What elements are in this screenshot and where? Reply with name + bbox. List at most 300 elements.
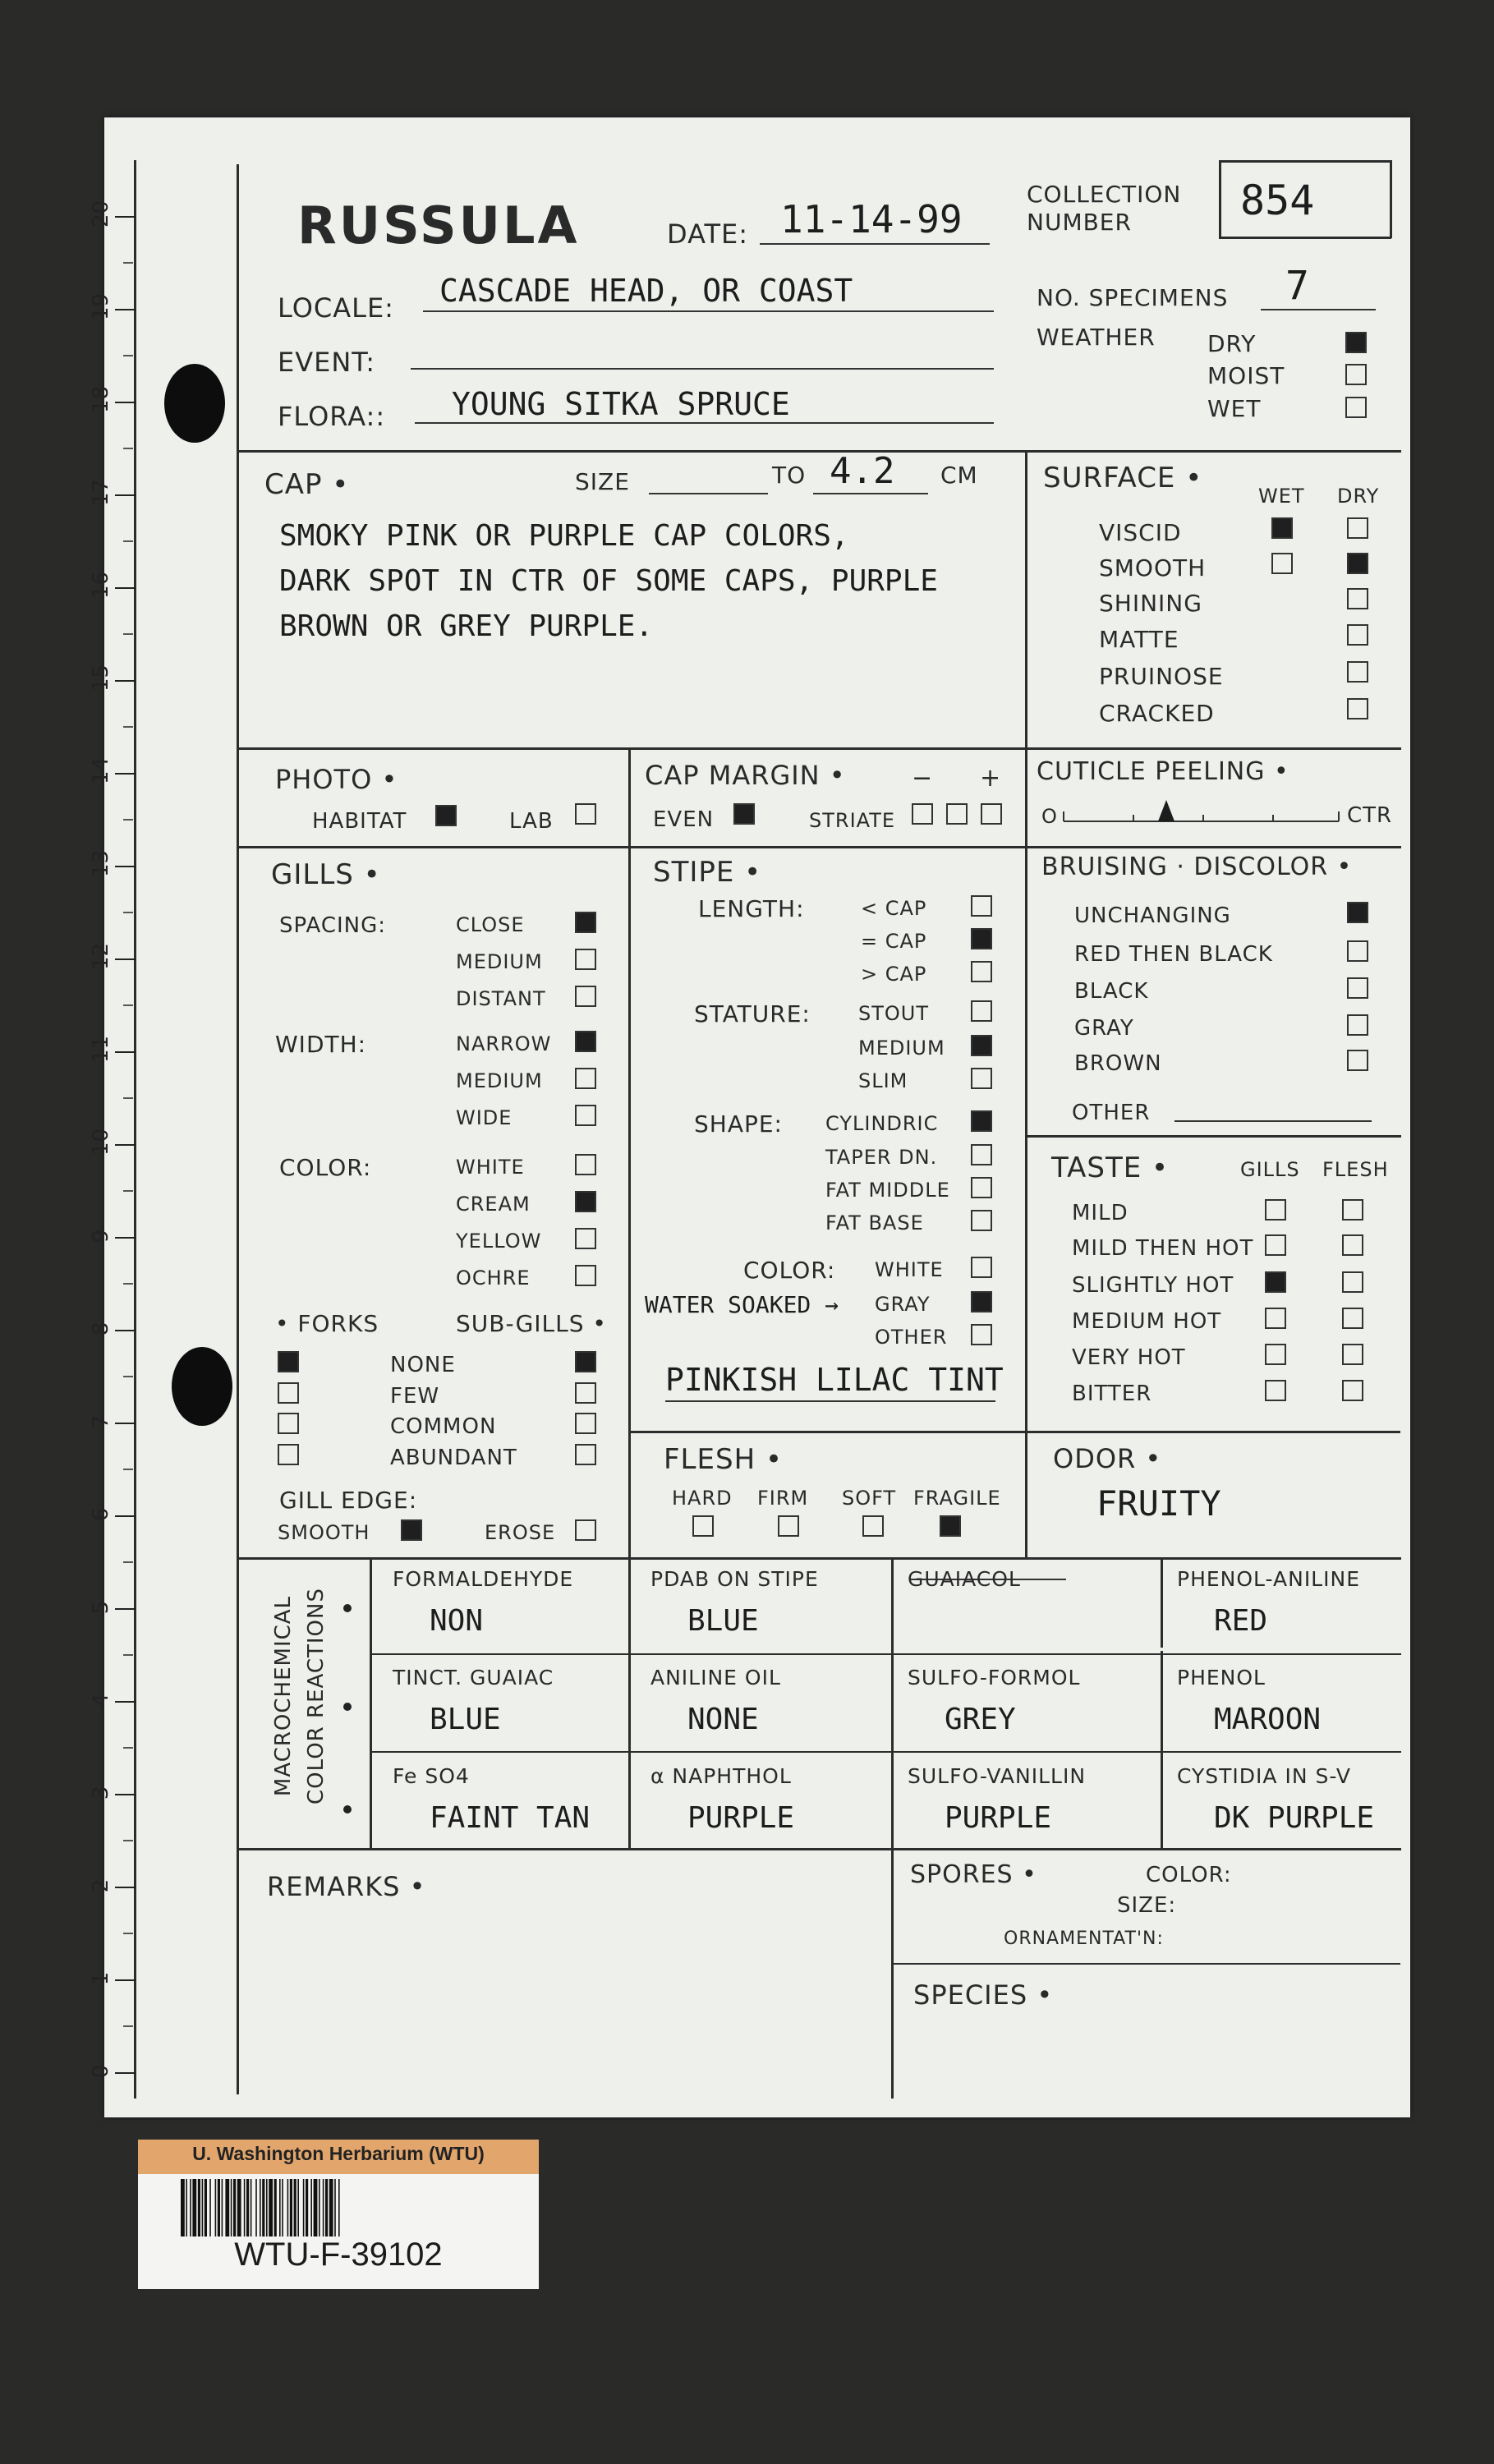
flora-value: YOUNG SITKA SPRUCE — [452, 386, 790, 422]
weather-wet-checkbox[interactable] — [1345, 397, 1367, 418]
barcode-bar — [222, 2179, 223, 2236]
stipe-label: STIPE • — [653, 856, 762, 889]
cap-note-line: BROWN OR GREY PURPLE. — [279, 609, 654, 643]
taste-flesh-checkbox[interactable] — [1342, 1308, 1363, 1329]
flesh-option: SOFT — [842, 1487, 897, 1510]
macro-reagent-label: CYSTIDIA IN S-V — [1177, 1764, 1352, 1788]
ruler-tick — [115, 773, 136, 775]
flesh-option: HARD — [672, 1487, 733, 1510]
taste-option: MILD THEN HOT — [1072, 1236, 1254, 1261]
odor-value: FRUITY — [1096, 1483, 1221, 1524]
ruler-number: 8 — [89, 1322, 113, 1336]
surface-wet-checkbox[interactable] — [1271, 517, 1293, 539]
macro-reaction-value: FAINT TAN — [430, 1801, 591, 1835]
gills-width-option: MEDIUM — [456, 1069, 543, 1092]
gill-edge-label: GILL EDGE: — [279, 1487, 418, 1514]
remarks-label: REMARKS • — [267, 1871, 426, 1902]
stipe-stature-checkbox[interactable] — [971, 1068, 992, 1089]
macro-reaction-value: GREY — [945, 1703, 1016, 1736]
surface-dry-checkbox[interactable] — [1347, 517, 1368, 539]
weather-dry-checkbox[interactable] — [1345, 332, 1367, 353]
stipe-shape-checkbox[interactable] — [971, 1177, 992, 1198]
stipe-color-option: GRAY — [875, 1293, 931, 1316]
bruising-option: GRAY — [1074, 1016, 1134, 1041]
stipe-color-checkbox[interactable] — [971, 1324, 992, 1345]
barcode-bar — [279, 2179, 281, 2236]
bruising-checkbox[interactable] — [1347, 1014, 1368, 1036]
barcode-bar — [310, 2179, 312, 2236]
taste-gills-checkbox[interactable] — [1265, 1199, 1286, 1221]
taste-flesh-checkbox[interactable] — [1342, 1271, 1363, 1293]
ruler-subtick — [123, 1283, 133, 1285]
gills-color-option: WHITE — [456, 1156, 525, 1179]
gills-color-checkbox[interactable] — [575, 1191, 596, 1212]
gill-edge-smooth-checkbox[interactable] — [401, 1519, 422, 1541]
barcode-bar — [202, 2179, 204, 2236]
bruising-other-label: OTHER — [1072, 1101, 1151, 1125]
macro-reaction-value: DK PURPLE — [1214, 1801, 1375, 1835]
ruler-tick — [115, 680, 136, 682]
date-value: 11-14-99 — [780, 197, 963, 241]
stipe-color-option: WHITE — [875, 1258, 944, 1281]
stipe-length-option: > CAP — [861, 963, 927, 986]
institution-name: U. Washington Herbarium (WTU) — [192, 2143, 485, 2164]
ruler-tick — [115, 1237, 136, 1239]
gills-color-label: COLOR: — [279, 1154, 372, 1181]
macro-reaction-value: NON — [430, 1604, 484, 1638]
ruler-number: 11 — [89, 1035, 113, 1063]
surface-row-label: CRACKED — [1099, 700, 1215, 727]
ruler-tick — [115, 216, 136, 218]
ruler-subtick — [123, 819, 133, 821]
flesh-checkbox[interactable] — [862, 1515, 884, 1537]
ruler-number: 18 — [89, 385, 113, 413]
gills-label: GILLS • — [271, 858, 381, 891]
event-label: EVENT: — [278, 347, 376, 378]
header-divider — [237, 450, 1401, 453]
stipe-shape-option: CYLINDRIC — [825, 1112, 939, 1135]
ruler-tick — [115, 2072, 136, 2074]
ruler-number: 13 — [89, 849, 113, 877]
barcode-bar — [233, 2179, 236, 2236]
collection-label: COLLECTION NUMBER — [1027, 181, 1182, 236]
ruler-number: 1 — [89, 1971, 113, 1986]
flesh-option: FIRM — [757, 1487, 809, 1510]
stipe-color-checkbox[interactable] — [971, 1291, 992, 1312]
barcode-bar — [205, 2179, 207, 2236]
bruising-option: BLACK — [1074, 979, 1149, 1004]
punch-hole-bottom — [172, 1347, 232, 1426]
ruler-number: 12 — [89, 942, 113, 970]
stipe-shape-option: FAT MIDDLE — [825, 1179, 950, 1202]
ruler-number: 16 — [89, 571, 113, 599]
ruler-tick — [115, 1330, 136, 1331]
herbarium-label — [138, 2140, 539, 2289]
ruler-subtick — [123, 1004, 133, 1006]
ruler-tick — [115, 309, 136, 310]
species-label: SPECIES • — [913, 1979, 1054, 2011]
gills-width-option: NARROW — [456, 1032, 552, 1055]
spores-color-label: COLOR: — [1146, 1863, 1232, 1887]
macro-reagent-label: PHENOL-ANILINE — [1177, 1567, 1360, 1591]
stipe-shape-checkbox[interactable] — [971, 1110, 992, 1132]
forks-checkbox[interactable] — [278, 1444, 299, 1465]
macro-reagent-label: GUAIACOL — [908, 1567, 1021, 1591]
photo-habitat-label: HABITAT — [312, 809, 407, 834]
ruler-tick — [115, 494, 136, 496]
taste-gills-checkbox[interactable] — [1265, 1380, 1286, 1401]
photo-lab-checkbox[interactable] — [575, 803, 596, 825]
spores-size-label: SIZE: — [1117, 1893, 1177, 1918]
surface-row-label: SMOOTH — [1099, 554, 1207, 582]
barcode-bar — [274, 2179, 277, 2236]
ruler-tick — [115, 958, 136, 960]
surface-wet-label: WET — [1258, 485, 1305, 508]
ruler-number: 0 — [89, 2064, 113, 2079]
stipe-shape-option: TAPER DN. — [825, 1146, 938, 1169]
cap-size-label: SIZE — [575, 468, 630, 495]
ruler-subtick — [123, 448, 133, 449]
ruler-number: 17 — [89, 478, 113, 506]
subgills-checkbox[interactable] — [575, 1413, 596, 1434]
ruler-tick — [115, 1701, 136, 1703]
ruler-tick — [115, 1608, 136, 1610]
ruler-subtick — [123, 1747, 133, 1749]
form-left-border — [237, 164, 239, 2094]
gills-width-checkbox[interactable] — [575, 1068, 596, 1089]
ruler-subtick — [123, 1561, 133, 1563]
cap-size-to: 4.2 — [830, 450, 895, 492]
taste-flesh-checkbox[interactable] — [1342, 1344, 1363, 1365]
gills-width-checkbox[interactable] — [575, 1031, 596, 1052]
gills-spacing-checkbox[interactable] — [575, 912, 596, 933]
ruler-tick — [115, 866, 136, 867]
stipe-shape-checkbox[interactable] — [971, 1144, 992, 1165]
ruler-tick — [115, 402, 136, 403]
ruler-tick — [115, 587, 136, 589]
ruler-tick — [115, 1423, 136, 1424]
barcode-bar — [287, 2179, 289, 2236]
macro-reagent-label: α NAPHTHOL — [650, 1764, 792, 1788]
gills-spacing-checkbox[interactable] — [575, 986, 596, 1007]
macro-side-label-2: COLOR REACTIONS — [304, 1588, 329, 1804]
taste-option: MEDIUM HOT — [1072, 1309, 1222, 1334]
forks-row-label: COMMON — [390, 1414, 497, 1439]
taste-gills-checkbox[interactable] — [1265, 1234, 1286, 1256]
gills-spacing-label: SPACING: — [279, 913, 387, 938]
ruler-number: 2 — [89, 1878, 113, 1893]
gills-color-checkbox[interactable] — [575, 1228, 596, 1249]
cuticle-marker — [1158, 800, 1175, 821]
forks-checkbox[interactable] — [278, 1382, 299, 1404]
surface-dry-checkbox[interactable] — [1347, 588, 1368, 609]
forks-row-label: FEW — [390, 1384, 440, 1409]
cap-margin-striate-label: STRIATE — [809, 809, 896, 832]
ruler-subtick — [123, 355, 133, 356]
gills-color-option: CREAM — [456, 1193, 531, 1216]
barcode-bar — [181, 2179, 185, 2236]
surface-row-label: VISCID — [1099, 519, 1182, 546]
ruler-tick — [115, 1051, 136, 1053]
flesh-checkbox[interactable] — [940, 1515, 961, 1537]
ruler-number: 10 — [89, 1128, 113, 1156]
cap-to-label: TO — [772, 462, 807, 489]
macro-reaction-value: NONE — [687, 1703, 759, 1736]
ruler-subtick — [123, 726, 133, 728]
cap-margin-plus: + — [980, 764, 1002, 793]
barcode-bar — [282, 2179, 283, 2236]
cap-margin-minus: − — [912, 764, 934, 793]
macro-reaction-value: BLUE — [430, 1703, 501, 1736]
ruler-line — [134, 160, 136, 2099]
macro-side-label-1: MACROCHEMICAL — [271, 1595, 296, 1797]
barcode-bar — [323, 2179, 324, 2236]
cuticle-start: O — [1041, 805, 1058, 828]
photo-habitat-checkbox[interactable] — [435, 805, 457, 826]
subgills-checkbox[interactable] — [575, 1444, 596, 1465]
barcode-bar — [190, 2179, 191, 2236]
ruler-number: 5 — [89, 1600, 113, 1615]
flesh-label: FLESH • — [664, 1443, 783, 1476]
gills-spacing-option: DISTANT — [456, 987, 546, 1010]
ruler-subtick — [123, 1840, 133, 1841]
taste-option: SLIGHTLY HOT — [1072, 1273, 1234, 1298]
cuticle-scale — [1060, 797, 1347, 830]
barcode-bar — [218, 2179, 220, 2236]
taste-option: VERY HOT — [1072, 1345, 1186, 1370]
taste-gills-checkbox[interactable] — [1265, 1308, 1286, 1329]
stipe-length-option: = CAP — [861, 930, 927, 953]
barcode-bar — [334, 2179, 336, 2236]
barcode-bar — [338, 2179, 340, 2236]
stipe-color-label: COLOR: — [743, 1257, 836, 1284]
subgills-label: SUB-GILLS • — [456, 1310, 607, 1337]
ruler-number: 15 — [89, 664, 113, 692]
surface-dry-checkbox[interactable] — [1347, 661, 1368, 683]
specimens-label: NO. SPECIMENS — [1037, 284, 1229, 311]
spores-ornament-label: ORNAMENTAT'N: — [1004, 1928, 1164, 1949]
forks-row-label: ABUNDANT — [390, 1446, 517, 1470]
bruising-checkbox[interactable] — [1347, 940, 1368, 962]
barcode-bar — [209, 2179, 211, 2236]
weather-moist-checkbox[interactable] — [1345, 364, 1367, 385]
weather-label: WEATHER — [1037, 324, 1156, 351]
ruler-number: 6 — [89, 1507, 113, 1522]
barcode-bar — [329, 2179, 333, 2236]
stipe-length-option: < CAP — [861, 897, 927, 920]
ruler-subtick — [123, 262, 133, 264]
date-label: DATE: — [667, 218, 749, 250]
surface-dry-checkbox[interactable] — [1347, 698, 1368, 719]
barcode-bar — [251, 2179, 252, 2236]
surface-dry-label: DRY — [1337, 485, 1380, 508]
ruler-number: 3 — [89, 1786, 113, 1800]
ruler-tick — [115, 1144, 136, 1146]
bruising-option: UNCHANGING — [1074, 903, 1231, 928]
ruler-subtick — [123, 1190, 133, 1192]
taste-gills-checkbox[interactable] — [1265, 1271, 1286, 1293]
ruler-tick — [115, 1887, 136, 1888]
taste-option: BITTER — [1072, 1381, 1152, 1406]
locale-label: LOCALE: — [278, 292, 394, 324]
collection-number: 854 — [1240, 177, 1315, 224]
flesh-option: FRAGILE — [913, 1487, 1001, 1510]
bruising-checkbox[interactable] — [1347, 1050, 1368, 1071]
gill-edge-erose-label: EROSE — [485, 1521, 556, 1544]
cap-margin-striate-1[interactable] — [912, 803, 933, 825]
barcode-bar — [215, 2179, 217, 2236]
flora-label: FLORA:: — [278, 401, 386, 432]
barcode-bar — [186, 2179, 187, 2236]
barcode-bar — [237, 2179, 241, 2236]
barcode-bars — [181, 2179, 496, 2236]
surface-wet-checkbox[interactable] — [1271, 553, 1293, 574]
barcode-bar — [294, 2179, 297, 2236]
gill-edge-smooth-label: SMOOTH — [278, 1521, 370, 1544]
gills-color-option: YELLOW — [456, 1230, 542, 1253]
macro-reagent-label: FORMALDEHYDE — [393, 1567, 574, 1591]
ruler-tick — [115, 1979, 136, 1981]
barcode-bar — [303, 2179, 305, 2236]
forks-label: • FORKS — [275, 1310, 379, 1337]
stipe-color-option: OTHER — [875, 1326, 948, 1349]
gills-width-label: WIDTH: — [275, 1031, 367, 1058]
photo-lab-label: LAB — [509, 809, 554, 834]
gills-spacing-option: CLOSE — [456, 913, 525, 936]
gills-spacing-option: MEDIUM — [456, 950, 543, 973]
bruising-option: BROWN — [1074, 1051, 1162, 1076]
ruler-tick — [115, 1794, 136, 1795]
stipe-shape-label: SHAPE: — [694, 1110, 783, 1138]
taste-label: TASTE • — [1051, 1152, 1170, 1184]
taste-gills-checkbox[interactable] — [1265, 1344, 1286, 1365]
barcode-bar — [244, 2179, 246, 2236]
ruler-subtick — [123, 1469, 133, 1470]
barcode-bar — [269, 2179, 273, 2236]
gills-width-option: WIDE — [456, 1106, 513, 1129]
punch-hole-top — [164, 364, 225, 443]
ruler-subtick — [123, 633, 133, 635]
stipe-stature-option: SLIM — [858, 1069, 908, 1092]
macro-reaction-value: PURPLE — [945, 1801, 1052, 1835]
stipe-length-checkbox[interactable] — [971, 928, 992, 949]
macro-reaction-value: PURPLE — [687, 1801, 795, 1835]
stipe-length-checkbox[interactable] — [971, 895, 992, 917]
weather-moist-label: MOIST — [1207, 362, 1285, 389]
stipe-shape-option: FAT BASE — [825, 1211, 924, 1234]
ruler-number: 19 — [89, 292, 113, 320]
stipe-shape-checkbox[interactable] — [971, 1210, 992, 1231]
flesh-checkbox[interactable] — [692, 1515, 714, 1537]
gills-color-checkbox[interactable] — [575, 1265, 596, 1286]
cap-margin-striate-3[interactable] — [981, 803, 1002, 825]
surface-dry-checkbox[interactable] — [1347, 624, 1368, 646]
taste-flesh-checkbox[interactable] — [1342, 1199, 1363, 1221]
stipe-length-checkbox[interactable] — [971, 961, 992, 982]
gills-width-checkbox[interactable] — [575, 1105, 596, 1126]
weather-dry-label: DRY — [1207, 330, 1257, 357]
forks-checkbox[interactable] — [278, 1351, 299, 1372]
taste-flesh-checkbox[interactable] — [1342, 1380, 1363, 1401]
gill-edge-erose-checkbox[interactable] — [575, 1519, 596, 1541]
macro-reagent-label: PHENOL — [1177, 1666, 1266, 1689]
gills-color-checkbox[interactable] — [575, 1154, 596, 1175]
barcode-bar — [231, 2179, 232, 2236]
stipe-tint-note: PINKISH LILAC TINT — [665, 1362, 1004, 1398]
taste-option: MILD — [1072, 1201, 1129, 1225]
barcode-bar — [306, 2179, 308, 2236]
ruler-subtick — [123, 912, 133, 913]
cuticle-label: CUTICLE PEELING • — [1037, 757, 1289, 786]
macro-reaction-value: MAROON — [1214, 1703, 1322, 1736]
spores-label: SPORES • — [910, 1860, 1037, 1889]
ruler-subtick — [123, 1654, 133, 1656]
stipe-length-label: LENGTH: — [698, 895, 805, 922]
cap-note-line: DARK SPOT IN CTR OF SOME CAPS, PURPLE — [279, 564, 938, 598]
forks-row-label: NONE — [390, 1353, 456, 1377]
cap-margin-even-label: EVEN — [653, 807, 715, 832]
bruising-checkbox[interactable] — [1347, 902, 1368, 923]
surface-label: SURFACE • — [1043, 462, 1203, 494]
barcode-bar — [192, 2179, 196, 2236]
stipe-stature-option: STOUT — [858, 1002, 930, 1025]
cap-margin-even-checkbox[interactable] — [733, 803, 755, 825]
surface-dry-checkbox[interactable] — [1347, 553, 1368, 574]
ruler-subtick — [123, 540, 133, 542]
cap-note-line: SMOKY PINK OR PURPLE CAP COLORS, — [279, 519, 849, 553]
surface-row-label: PRUINOSE — [1099, 663, 1224, 690]
subgills-checkbox[interactable] — [575, 1382, 596, 1404]
gills-spacing-checkbox[interactable] — [575, 949, 596, 970]
taste-flesh-label: FLESH — [1322, 1158, 1389, 1181]
subgills-checkbox[interactable] — [575, 1351, 596, 1372]
form-title: RUSSULA — [297, 195, 580, 255]
forks-checkbox[interactable] — [278, 1413, 299, 1434]
stipe-stature-checkbox[interactable] — [971, 1000, 992, 1022]
ruler-subtick — [123, 2025, 133, 2027]
stipe-color-checkbox[interactable] — [971, 1257, 992, 1278]
macro-reagent-label: TINCT. GUAIAC — [393, 1666, 554, 1689]
barcode-bar — [246, 2179, 249, 2236]
macro-reaction-value: RED — [1214, 1604, 1268, 1638]
stipe-stature-checkbox[interactable] — [971, 1035, 992, 1056]
weather-wet-label: WET — [1207, 395, 1262, 422]
ruler-number: 7 — [89, 1414, 113, 1429]
barcode-bar — [319, 2179, 320, 2236]
barcode-bar — [266, 2179, 268, 2236]
barcode-bar — [290, 2179, 292, 2236]
flesh-checkbox[interactable] — [778, 1515, 799, 1537]
macro-reagent-label: SULFO-FORMOL — [908, 1666, 1081, 1689]
macro-reagent-label: ANILINE OIL — [650, 1666, 781, 1689]
photo-label: PHOTO • — [275, 764, 398, 795]
cap-margin-striate-2[interactable] — [946, 803, 968, 825]
barcode-bar — [297, 2179, 299, 2236]
barcode-bar — [198, 2179, 200, 2236]
macro-reagent-label: SULFO-VANILLIN — [908, 1764, 1087, 1788]
bruising-label: BRUISING · DISCOLOR • — [1041, 853, 1353, 881]
bruising-checkbox[interactable] — [1347, 977, 1368, 999]
cap-margin-label: CAP MARGIN • — [645, 760, 846, 791]
taste-flesh-checkbox[interactable] — [1342, 1234, 1363, 1256]
ruler-number: 20 — [89, 200, 113, 228]
surface-row-label: SHINING — [1099, 590, 1202, 617]
ruler-number: 9 — [89, 1229, 113, 1243]
macro-reagent-label: PDAB ON STIPE — [650, 1567, 819, 1591]
ruler-subtick — [123, 1376, 133, 1377]
taste-gills-label: GILLS — [1240, 1158, 1300, 1181]
ruler-subtick — [123, 1933, 133, 1934]
